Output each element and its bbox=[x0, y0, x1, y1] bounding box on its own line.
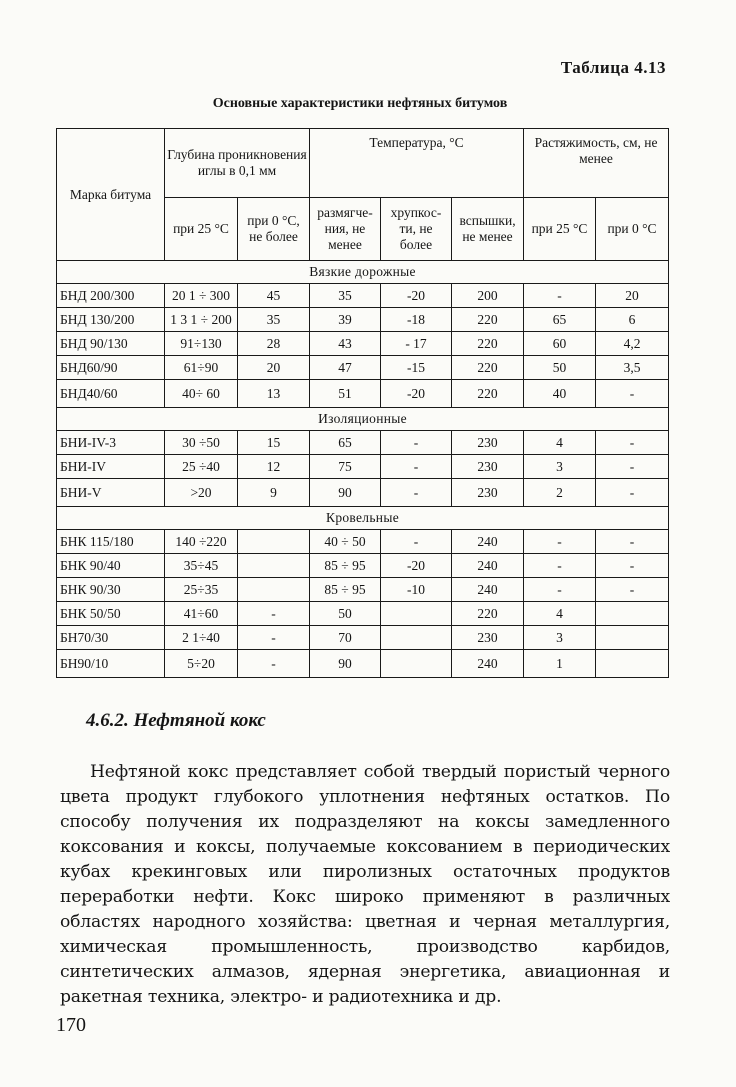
table-cell: 2 bbox=[524, 479, 596, 507]
table-cell: БНИ-V bbox=[57, 479, 165, 507]
table-cell: 240 bbox=[452, 530, 524, 554]
table-cell: 45 bbox=[238, 284, 310, 308]
table-cell: - bbox=[238, 650, 310, 678]
table-cell: 50 bbox=[524, 356, 596, 380]
table-cell bbox=[238, 578, 310, 602]
table-cell: 25÷35 bbox=[165, 578, 238, 602]
table-cell: 5÷20 bbox=[165, 650, 238, 678]
table-cell: 39 bbox=[310, 308, 381, 332]
table-row bbox=[57, 308, 669, 332]
table-cell bbox=[238, 554, 310, 578]
table-cell: 220 bbox=[452, 602, 524, 626]
table-cell: БНК 90/30 bbox=[57, 578, 165, 602]
table-cell: 4,2 bbox=[596, 332, 669, 356]
table-cell: - bbox=[596, 455, 669, 479]
table-cell: 220 bbox=[452, 380, 524, 408]
table-cell: -18 bbox=[381, 308, 452, 332]
table-number: Таблица 4.13 bbox=[560, 58, 666, 77]
table-cell: 28 bbox=[238, 332, 310, 356]
table-cell: 20 bbox=[238, 356, 310, 380]
header-flash: вспышки, не менее bbox=[452, 198, 524, 261]
body-paragraph: Нефтяной кокс представляет собой твердый пористый черного цвета продукт глубокого уплотнения нефтяных остатков. По способу получения их подразделяют на коксы замедленного коксования и коксы, получаемые коксованием в периодических кубах крекинговых или пиролизных остаточных продуктов переработки нефти. Кокс широко применяют в различных областях народного хозяйства: цветная и черная металлургия, химическая промышленность, производство карбидов, синтетических алмазов, ядерная энергетика, авиационная и ракетная техника, электро- и радиотехника и др. bbox=[60, 762, 670, 1007]
table-cell: >20 bbox=[165, 479, 238, 507]
table-cell: - bbox=[524, 578, 596, 602]
table-cell bbox=[596, 650, 669, 678]
table-row bbox=[57, 650, 669, 678]
table-row bbox=[57, 626, 669, 650]
table-cell: 75 bbox=[310, 455, 381, 479]
table-cell: 3 bbox=[524, 455, 596, 479]
table-row bbox=[57, 479, 669, 507]
table-cell: 6 bbox=[596, 308, 669, 332]
table-cell: 220 bbox=[452, 308, 524, 332]
table-cell: 20 bbox=[596, 284, 669, 308]
table-cell: - bbox=[381, 455, 452, 479]
table-cell: - bbox=[381, 479, 452, 507]
table-cell: 41÷60 bbox=[165, 602, 238, 626]
table-cell: 91÷130 bbox=[165, 332, 238, 356]
header-softening: размягче-ния, не менее bbox=[310, 198, 381, 261]
table-cell: 85 ÷ 95 bbox=[310, 554, 381, 578]
table-cell: 3,5 bbox=[596, 356, 669, 380]
table-cell bbox=[381, 602, 452, 626]
table-cell: БН90/10 bbox=[57, 650, 165, 678]
table-row bbox=[57, 578, 669, 602]
table-cell: 230 bbox=[452, 431, 524, 455]
table-row bbox=[57, 455, 669, 479]
table-cell: 25 ÷40 bbox=[165, 455, 238, 479]
table-cell: БНК 90/40 bbox=[57, 554, 165, 578]
table-cell: 50 bbox=[310, 602, 381, 626]
table-cell: 51 bbox=[310, 380, 381, 408]
bitumen-table bbox=[56, 128, 669, 678]
table-cell: 230 bbox=[452, 626, 524, 650]
header-duct-0: при 0 °С bbox=[596, 198, 669, 261]
table-cell: 2 1÷40 bbox=[165, 626, 238, 650]
table-cell: 90 bbox=[310, 650, 381, 678]
table-cell: 20 1 ÷ 300 bbox=[165, 284, 238, 308]
table-cell: 1 bbox=[524, 650, 596, 678]
table-cell: БНК 50/50 bbox=[57, 602, 165, 626]
table-cell: - bbox=[238, 602, 310, 626]
table-cell: 140 ÷220 bbox=[165, 530, 238, 554]
table-cell: 1 3 1 ÷ 200 bbox=[165, 308, 238, 332]
table-cell: 60 bbox=[524, 332, 596, 356]
table-row bbox=[57, 332, 669, 356]
section-heading: 4.6.2. Нефтяной кокс bbox=[86, 710, 266, 731]
table-cell: 70 bbox=[310, 626, 381, 650]
table-cell: БНД 130/200 bbox=[57, 308, 165, 332]
table-cell: 15 bbox=[238, 431, 310, 455]
table-cell: - bbox=[524, 554, 596, 578]
table-caption-text: Основные характеристики нефтяных битумов bbox=[212, 96, 508, 111]
table-cell: -20 bbox=[381, 284, 452, 308]
table-row bbox=[57, 431, 669, 455]
table-cell: 230 bbox=[452, 479, 524, 507]
table-cell: 43 bbox=[310, 332, 381, 356]
table-cell: 230 bbox=[452, 455, 524, 479]
table-cell: 3 bbox=[524, 626, 596, 650]
table-cell: 35÷45 bbox=[165, 554, 238, 578]
table-cell: 65 bbox=[524, 308, 596, 332]
table-cell: 9 bbox=[238, 479, 310, 507]
table-cell bbox=[596, 626, 669, 650]
table-cell: -15 bbox=[381, 356, 452, 380]
section-title: Вязкие дорожные bbox=[57, 261, 669, 284]
header-depth-0: при 0 °С, не более bbox=[238, 198, 310, 261]
table-cell: 40 ÷ 50 bbox=[310, 530, 381, 554]
table-cell: БН70/30 bbox=[57, 626, 165, 650]
table-cell: 4 bbox=[524, 431, 596, 455]
table-cell: 61÷90 bbox=[165, 356, 238, 380]
table-cell: БНК 115/180 bbox=[57, 530, 165, 554]
header-depth-25: при 25 °С bbox=[165, 198, 238, 261]
table-cell: 65 bbox=[310, 431, 381, 455]
header-brittleness: хрупкос-ти, не более bbox=[381, 198, 452, 261]
header-depth-group: Глубина проникновения иглы в 0,1 мм bbox=[165, 129, 310, 198]
header-temp-group: Температура, °С bbox=[310, 129, 524, 198]
table-cell: БНИ-IV bbox=[57, 455, 165, 479]
table-cell: 90 bbox=[310, 479, 381, 507]
table-cell: - bbox=[524, 284, 596, 308]
table-cell: БНД40/60 bbox=[57, 380, 165, 408]
table-cell: 40÷ 60 bbox=[165, 380, 238, 408]
table-cell: 220 bbox=[452, 332, 524, 356]
table-cell bbox=[381, 626, 452, 650]
table-row bbox=[57, 602, 669, 626]
table-cell: - bbox=[524, 530, 596, 554]
table-cell: -20 bbox=[381, 554, 452, 578]
table-cell: -10 bbox=[381, 578, 452, 602]
table-row bbox=[57, 284, 669, 308]
table-cell: - 17 bbox=[381, 332, 452, 356]
table-cell: 35 bbox=[310, 284, 381, 308]
table-row bbox=[57, 530, 669, 554]
header-mark: Марка битума bbox=[57, 129, 165, 261]
table-cell: 40 bbox=[524, 380, 596, 408]
table-cell: БНД60/90 bbox=[57, 356, 165, 380]
table-cell: - bbox=[596, 578, 669, 602]
table-cell: БНД 200/300 bbox=[57, 284, 165, 308]
section-title: Изоляционные bbox=[57, 408, 669, 431]
table-cell bbox=[381, 650, 452, 678]
table-cell: БНИ-IV-3 bbox=[57, 431, 165, 455]
table-row bbox=[57, 380, 669, 408]
table-cell: - bbox=[381, 431, 452, 455]
table-cell: 220 bbox=[452, 356, 524, 380]
table-cell bbox=[596, 602, 669, 626]
header-duct-25: при 25 °С bbox=[524, 198, 596, 261]
section-title: Кровельные bbox=[57, 507, 669, 530]
header-ductility-group: Растяжимость, см, не менее bbox=[524, 129, 669, 198]
table-cell: 4 bbox=[524, 602, 596, 626]
table-body bbox=[57, 261, 669, 678]
table-cell: -20 bbox=[381, 380, 452, 408]
table-cell: БНД 90/130 bbox=[57, 332, 165, 356]
table-cell: 240 bbox=[452, 650, 524, 678]
table-cell: - bbox=[596, 554, 669, 578]
table-cell: 85 ÷ 95 bbox=[310, 578, 381, 602]
table-cell: 240 bbox=[452, 578, 524, 602]
table-cell: - bbox=[596, 479, 669, 507]
table-cell bbox=[238, 530, 310, 554]
table-cell: 13 bbox=[238, 380, 310, 408]
table-cell: - bbox=[596, 530, 669, 554]
table-cell: - bbox=[596, 431, 669, 455]
table-cell: 12 bbox=[238, 455, 310, 479]
table-cell: 47 bbox=[310, 356, 381, 380]
table-row bbox=[57, 554, 669, 578]
table-cell: - bbox=[596, 380, 669, 408]
page-number: 170 bbox=[56, 1014, 86, 1036]
table-cell: 30 ÷50 bbox=[165, 431, 238, 455]
table-cell: 240 bbox=[452, 554, 524, 578]
table-caption bbox=[0, 96, 736, 112]
table-cell: 35 bbox=[238, 308, 310, 332]
table-cell: - bbox=[381, 530, 452, 554]
table-row bbox=[57, 356, 669, 380]
table-cell: - bbox=[238, 626, 310, 650]
table-cell: 200 bbox=[452, 284, 524, 308]
